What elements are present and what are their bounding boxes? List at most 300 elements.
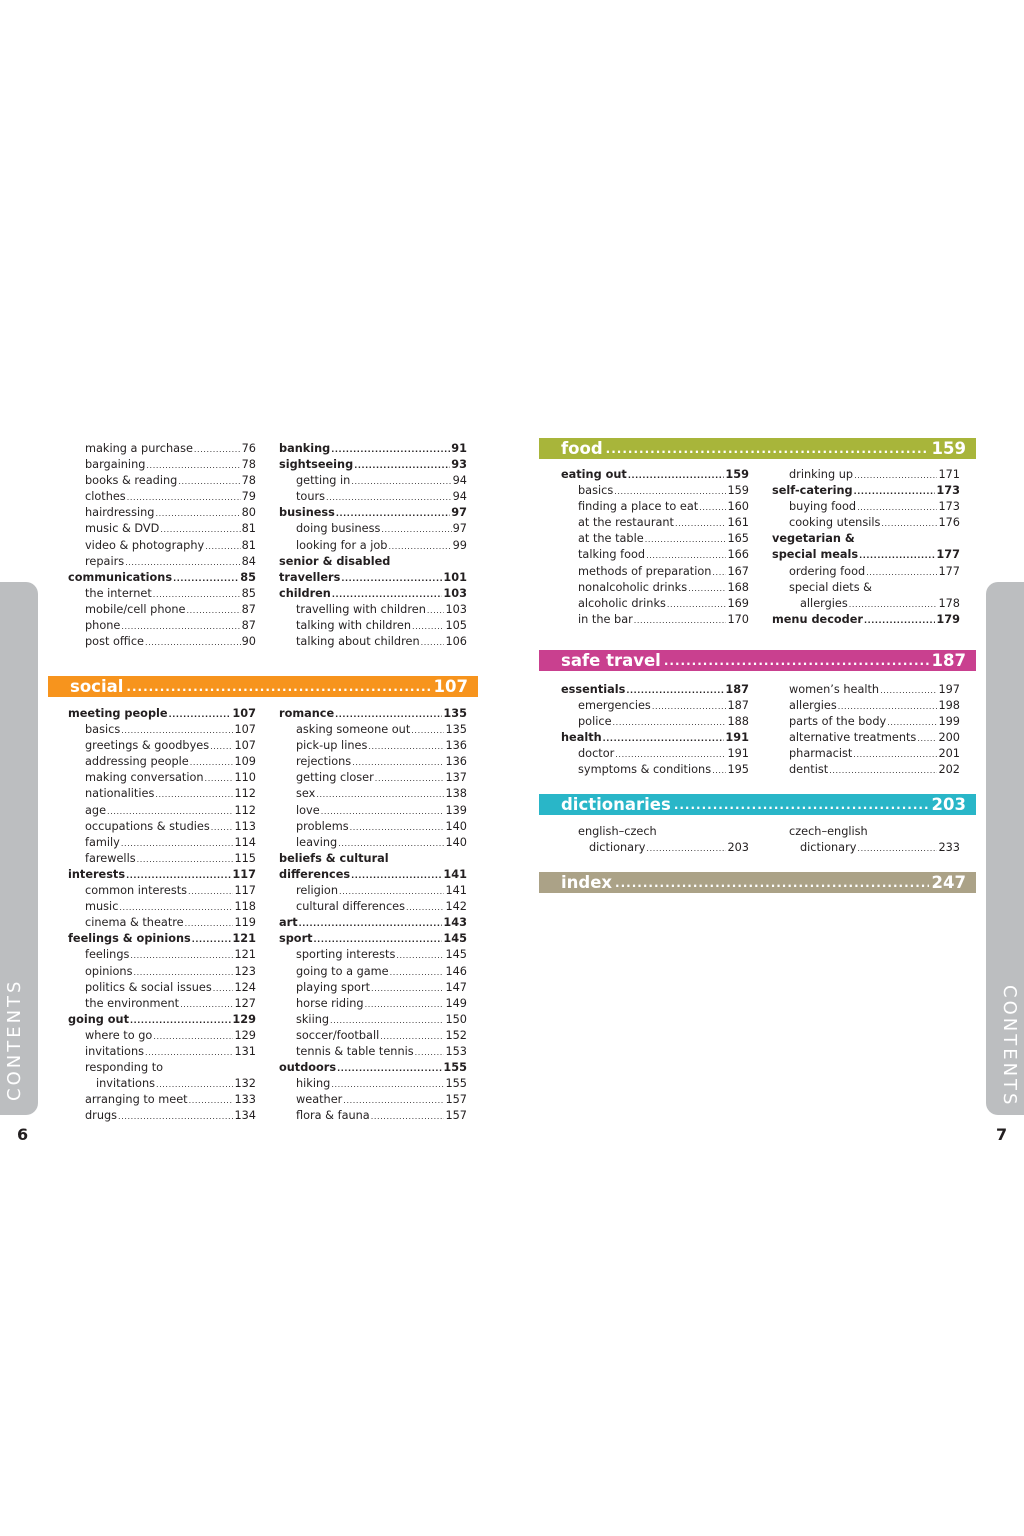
page-number-left: 6 xyxy=(17,1125,29,1144)
toc-entry-label: ordering food xyxy=(789,564,866,578)
toc-entry-label: at the restaurant xyxy=(578,516,674,530)
toc-entry-label: invitations xyxy=(96,1077,155,1091)
toc-entry-page: 112 xyxy=(234,787,256,801)
toc-entry[interactable] xyxy=(279,786,467,802)
leader-dots xyxy=(314,932,443,948)
toc-entry[interactable] xyxy=(68,441,256,457)
toc-entry[interactable] xyxy=(68,570,256,586)
toc-entry[interactable] xyxy=(68,586,256,602)
leader-dots xyxy=(626,683,724,699)
toc-entry[interactable] xyxy=(561,580,749,596)
leader-dots xyxy=(187,603,241,619)
toc-entry[interactable] xyxy=(68,770,256,786)
section-header-social[interactable] xyxy=(48,676,478,697)
toc-entry-label: romance xyxy=(279,707,335,720)
leader-dots xyxy=(146,458,240,474)
section-page-index: 247 xyxy=(931,873,966,892)
toc-entry[interactable] xyxy=(561,499,749,515)
toc-entry[interactable] xyxy=(561,840,749,856)
toc-entry[interactable] xyxy=(68,1060,256,1076)
toc-entry[interactable] xyxy=(279,554,467,570)
toc-entry-label: occupations & studies xyxy=(85,819,210,833)
toc-entry-page: 161 xyxy=(727,516,749,530)
toc-entry-page: 80 xyxy=(241,506,256,520)
toc-entry[interactable] xyxy=(279,457,467,473)
toc-entry[interactable] xyxy=(561,515,749,531)
toc-entry[interactable] xyxy=(279,947,467,963)
toc-entry[interactable] xyxy=(772,840,960,856)
section-header-dictionaries[interactable] xyxy=(539,794,976,815)
toc-entry-page: 131 xyxy=(234,1044,256,1058)
toc-entry-label: talking about children xyxy=(296,635,420,649)
toc-entry[interactable] xyxy=(772,730,960,746)
toc-entry[interactable] xyxy=(68,634,256,650)
toc-entry-label: dictionary xyxy=(589,841,646,855)
toc-entry-page: 188 xyxy=(727,715,749,729)
toc-entry-label: health xyxy=(561,731,602,745)
toc-entry[interactable] xyxy=(68,980,256,996)
toc-entry-page: 146 xyxy=(445,964,467,978)
toc-entry-label: clothes xyxy=(85,490,126,504)
toc-entry[interactable] xyxy=(68,1044,256,1060)
toc-entry[interactable] xyxy=(772,531,960,547)
toc-entry[interactable] xyxy=(561,682,749,698)
leader-dots xyxy=(341,571,442,587)
toc-entry-page: 160 xyxy=(727,500,749,514)
toc-entry[interactable] xyxy=(68,915,256,931)
leader-dots xyxy=(153,587,241,603)
toc-left-top-col2 xyxy=(279,441,467,650)
toc-entry-label: art xyxy=(279,916,298,930)
toc-entry-label: cinema & theatre xyxy=(85,916,184,930)
toc-entry-label: nationalities xyxy=(85,787,155,801)
toc-entry[interactable] xyxy=(772,483,960,499)
toc-entry[interactable] xyxy=(772,714,960,730)
leader-dots xyxy=(189,1093,234,1109)
toc-entry-page: 143 xyxy=(443,916,467,930)
toc-entry-page: 202 xyxy=(938,763,960,777)
toc-entry-page: 107 xyxy=(234,723,256,737)
toc-entry-label: differences xyxy=(279,867,351,881)
leader-dots xyxy=(371,981,444,997)
toc-entry[interactable] xyxy=(561,824,749,840)
toc-entry[interactable] xyxy=(772,580,960,596)
toc-entry[interactable] xyxy=(561,531,749,547)
toc-entry-page: 141 xyxy=(443,867,467,881)
toc-entry-page: 159 xyxy=(725,468,749,481)
leader-dots xyxy=(838,699,938,715)
toc-entry[interactable] xyxy=(279,538,467,554)
toc-entry-page: 112 xyxy=(234,803,256,817)
leader-dots xyxy=(675,516,726,532)
toc-entry-label: sex xyxy=(296,787,316,801)
toc-entry[interactable] xyxy=(279,1092,467,1108)
leader-dots xyxy=(646,841,726,857)
toc-entry-page: 167 xyxy=(727,564,749,578)
toc-entry[interactable] xyxy=(279,618,467,634)
section-title-safe-travel: safe travel xyxy=(561,651,661,670)
toc-entry-page: 114 xyxy=(234,835,256,849)
toc-entry-page: 203 xyxy=(727,841,749,855)
leader-dots xyxy=(712,565,726,581)
toc-entry[interactable] xyxy=(279,521,467,537)
toc-entry[interactable] xyxy=(561,483,749,499)
leader-dots xyxy=(335,707,442,723)
toc-entry-page: 153 xyxy=(445,1044,467,1058)
toc-entry-label: talking food xyxy=(578,548,646,562)
toc-entry[interactable] xyxy=(772,564,960,580)
toc-entry-page: 155 xyxy=(443,1061,467,1075)
leader-dots xyxy=(880,683,937,699)
toc-entry-page: 198 xyxy=(938,699,960,713)
leader-dots xyxy=(118,1109,233,1125)
leader-dots xyxy=(411,723,444,739)
toc-entry-label: essentials xyxy=(561,683,626,696)
leader-dots xyxy=(613,715,727,731)
toc-entry-label: methods of preparation xyxy=(578,564,712,578)
contents-tab-label-left: CONTENTS xyxy=(4,978,25,1101)
toc-entry[interactable] xyxy=(279,770,467,786)
toc-entry[interactable] xyxy=(279,754,467,770)
toc-entry[interactable] xyxy=(279,602,467,618)
toc-entry-page: 132 xyxy=(234,1077,256,1091)
toc-entry-page: 178 xyxy=(938,596,960,610)
toc-entry[interactable] xyxy=(68,521,256,537)
toc-entry[interactable] xyxy=(279,1028,467,1044)
toc-entry-page: 113 xyxy=(234,819,256,833)
toc-entry[interactable] xyxy=(68,786,256,802)
toc-entry-page: 121 xyxy=(234,948,256,962)
leader-dots xyxy=(854,468,937,484)
leader-dots xyxy=(427,603,445,619)
toc-entry-page: 233 xyxy=(938,841,960,855)
toc-entry[interactable] xyxy=(772,499,960,515)
toc-entry[interactable] xyxy=(279,883,467,899)
toc-entry[interactable] xyxy=(772,612,960,628)
toc-entry-label: menu decoder xyxy=(772,612,863,626)
toc-entry[interactable] xyxy=(68,722,256,738)
toc-entry-label: police xyxy=(578,715,612,729)
leader-dots xyxy=(326,490,452,506)
toc-entry[interactable] xyxy=(68,947,256,963)
toc-entry-page: 90 xyxy=(241,635,256,649)
leader-dots xyxy=(178,474,240,490)
toc-entry-page: 152 xyxy=(445,1028,467,1042)
section-header-index[interactable] xyxy=(539,872,976,893)
toc-entry[interactable] xyxy=(279,899,467,915)
toc-entry-label: farewells xyxy=(85,851,136,865)
toc-entry[interactable] xyxy=(279,835,467,851)
leader-dots xyxy=(192,932,232,948)
leader-dots xyxy=(190,755,234,771)
toc-entry-page: 85 xyxy=(240,570,256,584)
toc-entry[interactable] xyxy=(561,547,749,563)
toc-entry[interactable] xyxy=(772,824,960,840)
leader-dots xyxy=(338,836,444,852)
toc-entry-page: 157 xyxy=(445,1109,467,1123)
toc-entry-page: 191 xyxy=(727,747,749,761)
toc-entry[interactable] xyxy=(68,473,256,489)
toc-entry-page: 81 xyxy=(241,522,256,536)
leader-dots xyxy=(645,532,727,548)
toc-entry-page: 149 xyxy=(445,996,467,1010)
toc-entry[interactable] xyxy=(68,964,256,980)
leader-dots xyxy=(205,539,240,555)
toc-entry-label: love xyxy=(296,803,320,817)
toc-entry[interactable] xyxy=(279,505,467,521)
toc-entry[interactable] xyxy=(68,931,256,947)
leader-dots xyxy=(368,739,444,755)
toc-entry-label: vegetarian & xyxy=(772,532,855,546)
toc-entry[interactable] xyxy=(561,746,749,762)
toc-entry-page: 105 xyxy=(445,619,467,633)
toc-entry[interactable] xyxy=(279,851,467,867)
toc-entry-page: 140 xyxy=(445,835,467,849)
toc-entry-label: buying food xyxy=(789,500,857,514)
leader-dots xyxy=(388,539,451,555)
toc-entry[interactable] xyxy=(279,489,467,505)
toc-entry-page: 107 xyxy=(234,739,256,753)
leader-dots xyxy=(188,884,233,900)
section-header-safe-travel[interactable] xyxy=(539,650,976,671)
toc-entry[interactable] xyxy=(279,915,467,931)
leader-dots xyxy=(137,852,234,868)
toc-entry[interactable] xyxy=(279,473,467,489)
toc-entry-page: 155 xyxy=(445,1077,467,1091)
toc-entry-label: drinking up xyxy=(789,468,854,481)
toc-entry[interactable] xyxy=(279,931,467,947)
leader-dots xyxy=(354,458,450,474)
toc-entry[interactable] xyxy=(279,1060,467,1076)
toc-entry-label: travellers xyxy=(279,570,341,584)
toc-entry[interactable] xyxy=(279,586,467,602)
toc-entry-label: senior & disabled xyxy=(279,554,391,568)
toc-entry[interactable] xyxy=(68,1012,256,1028)
toc-entry[interactable] xyxy=(772,515,960,531)
leader-dots xyxy=(615,747,726,763)
leader-dots xyxy=(180,997,233,1013)
toc-entry-page: 187 xyxy=(725,683,749,696)
toc-entry[interactable] xyxy=(68,1092,256,1108)
leader-dots xyxy=(829,763,937,779)
toc-entry[interactable] xyxy=(561,698,749,714)
toc-entry[interactable] xyxy=(68,618,256,634)
toc-entry-label: special meals xyxy=(772,548,859,562)
toc-entry[interactable] xyxy=(561,714,749,730)
leader-dots xyxy=(859,548,935,564)
leader-dots xyxy=(854,484,936,500)
leader-dots xyxy=(390,965,445,981)
leader-dots xyxy=(125,555,241,571)
leader-dots xyxy=(121,619,240,635)
toc-entry[interactable] xyxy=(68,851,256,867)
toc-entry[interactable] xyxy=(561,467,749,483)
toc-entry[interactable] xyxy=(561,762,749,778)
toc-entry-page: 197 xyxy=(938,683,960,696)
toc-entry-label: banking xyxy=(279,442,331,455)
toc-entry-label: religion xyxy=(296,884,339,898)
leader-dots xyxy=(205,771,234,787)
toc-entry[interactable] xyxy=(68,867,256,883)
toc-entry[interactable] xyxy=(561,596,749,612)
toc-entry[interactable] xyxy=(279,1012,467,1028)
toc-entry[interactable] xyxy=(279,1076,467,1092)
toc-entry[interactable] xyxy=(68,706,256,722)
leader-dots xyxy=(615,876,929,890)
toc-entry[interactable] xyxy=(279,441,467,457)
toc-entry-label: invitations xyxy=(85,1044,144,1058)
toc-social-col2 xyxy=(279,706,467,1124)
toc-entry-page: 140 xyxy=(445,819,467,833)
toc-entry-label: pharmacist xyxy=(789,747,853,761)
section-page-food: 159 xyxy=(931,439,966,458)
toc-entry-label: politics & social issues xyxy=(85,980,212,994)
toc-entry-label: addressing people xyxy=(85,755,189,769)
toc-entry[interactable] xyxy=(68,899,256,915)
toc-entry-page: 159 xyxy=(727,484,749,498)
toc-entry-page: 124 xyxy=(234,980,256,994)
leader-dots xyxy=(336,506,450,522)
toc-entry-label: communications xyxy=(68,570,173,584)
toc-entry-label: opinions xyxy=(85,964,133,978)
toc-entry[interactable] xyxy=(279,634,467,650)
toc-entry-label: rejections xyxy=(296,755,352,769)
leader-dots xyxy=(652,699,727,715)
toc-entry-page: 135 xyxy=(445,723,467,737)
leader-dots xyxy=(121,836,234,852)
toc-entry[interactable] xyxy=(68,1108,256,1124)
section-title-social: social xyxy=(70,677,124,696)
toc-entry-page: 93 xyxy=(451,458,467,472)
toc-entry[interactable] xyxy=(279,1108,467,1124)
toc-entry[interactable] xyxy=(772,746,960,762)
toc-entry-label: basics xyxy=(85,723,121,737)
toc-entry[interactable] xyxy=(68,819,256,835)
page-number-right: 7 xyxy=(996,1125,1008,1144)
toc-entry[interactable] xyxy=(68,883,256,899)
toc-entry[interactable] xyxy=(772,682,960,698)
toc-entry-page: 145 xyxy=(445,948,467,962)
leader-dots xyxy=(849,597,938,613)
toc-entry-page: 101 xyxy=(443,570,467,584)
toc-entry[interactable] xyxy=(279,722,467,738)
toc-entry[interactable] xyxy=(279,570,467,586)
toc-entry[interactable] xyxy=(279,867,467,883)
leader-dots xyxy=(866,565,937,581)
toc-entry[interactable] xyxy=(279,706,467,722)
toc-entry[interactable] xyxy=(561,730,749,746)
toc-entry-label: dentist xyxy=(789,763,829,777)
leader-dots xyxy=(339,884,444,900)
toc-entry-label: common interests xyxy=(85,884,188,898)
toc-entry-label: skiing xyxy=(296,1012,330,1026)
toc-entry-page: 136 xyxy=(445,755,467,769)
toc-entry-label: sightseeing xyxy=(279,458,354,472)
toc-entry[interactable] xyxy=(68,738,256,754)
toc-entry[interactable] xyxy=(772,467,960,483)
toc-entry-page: 85 xyxy=(241,586,256,600)
section-header-food[interactable] xyxy=(539,438,976,459)
toc-entry[interactable] xyxy=(279,964,467,980)
toc-entry[interactable] xyxy=(279,803,467,819)
toc-entry[interactable] xyxy=(68,835,256,851)
toc-entry-label: dictionary xyxy=(800,841,857,855)
leader-dots xyxy=(674,798,929,812)
toc-entry[interactable] xyxy=(772,596,960,612)
leader-dots xyxy=(173,571,239,587)
leader-dots xyxy=(396,948,444,964)
leader-dots xyxy=(634,613,727,629)
toc-entry-label: women’s health xyxy=(789,683,880,696)
toc-entry-label: arranging to meet xyxy=(85,1093,188,1107)
toc-entry[interactable] xyxy=(68,538,256,554)
leader-dots xyxy=(321,804,445,820)
toc-entry[interactable] xyxy=(772,547,960,563)
toc-entry-page: 91 xyxy=(451,442,467,455)
toc-entry-label: horse riding xyxy=(296,996,364,1010)
toc-entry-label: eating out xyxy=(561,468,627,481)
toc-entry[interactable] xyxy=(68,505,256,521)
toc-entry[interactable] xyxy=(68,489,256,505)
toc-entry-page: 99 xyxy=(452,538,467,552)
leader-dots xyxy=(107,804,233,820)
toc-entry[interactable] xyxy=(68,457,256,473)
leader-dots xyxy=(606,442,929,456)
toc-entry-page: 117 xyxy=(232,867,256,881)
toc-entry-page: 173 xyxy=(938,500,960,514)
toc-entry[interactable] xyxy=(279,738,467,754)
toc-entry[interactable] xyxy=(772,698,960,714)
leader-dots xyxy=(316,787,444,803)
toc-entry-label: leaving xyxy=(296,835,338,849)
toc-safe-travel-col2 xyxy=(772,682,960,779)
leader-dots xyxy=(688,581,726,597)
toc-entry-page: 201 xyxy=(938,747,960,761)
toc-entry[interactable] xyxy=(279,996,467,1012)
toc-entry[interactable] xyxy=(68,1076,256,1092)
leader-dots xyxy=(351,474,451,490)
toc-entry[interactable] xyxy=(279,819,467,835)
toc-entry-label: where to go xyxy=(85,1028,153,1042)
leader-dots xyxy=(211,820,234,836)
toc-entry-page: 187 xyxy=(727,699,749,713)
toc-entry[interactable] xyxy=(68,602,256,618)
toc-entry[interactable] xyxy=(68,803,256,819)
toc-entry[interactable] xyxy=(279,980,467,996)
leader-dots xyxy=(213,981,234,997)
toc-entry-page: 78 xyxy=(241,458,256,472)
leader-dots xyxy=(299,916,443,932)
toc-entry-page: 169 xyxy=(727,596,749,610)
toc-entry-page: 141 xyxy=(445,884,467,898)
toc-entry[interactable] xyxy=(561,564,749,580)
toc-entry[interactable] xyxy=(772,762,960,778)
toc-entry-label: allergies xyxy=(789,699,837,713)
toc-entry-page: 170 xyxy=(727,612,749,626)
leader-dots xyxy=(406,900,444,916)
toc-entry-page: 179 xyxy=(936,612,960,626)
toc-entry-page: 79 xyxy=(241,490,256,504)
toc-entry[interactable] xyxy=(561,612,749,628)
toc-entry-page: 138 xyxy=(445,787,467,801)
leader-dots xyxy=(153,1029,233,1045)
toc-entry[interactable] xyxy=(68,754,256,770)
toc-entry[interactable] xyxy=(68,554,256,570)
toc-entry[interactable] xyxy=(68,996,256,1012)
leader-dots xyxy=(351,868,442,884)
toc-entry[interactable] xyxy=(279,1044,467,1060)
toc-entry[interactable] xyxy=(68,1028,256,1044)
